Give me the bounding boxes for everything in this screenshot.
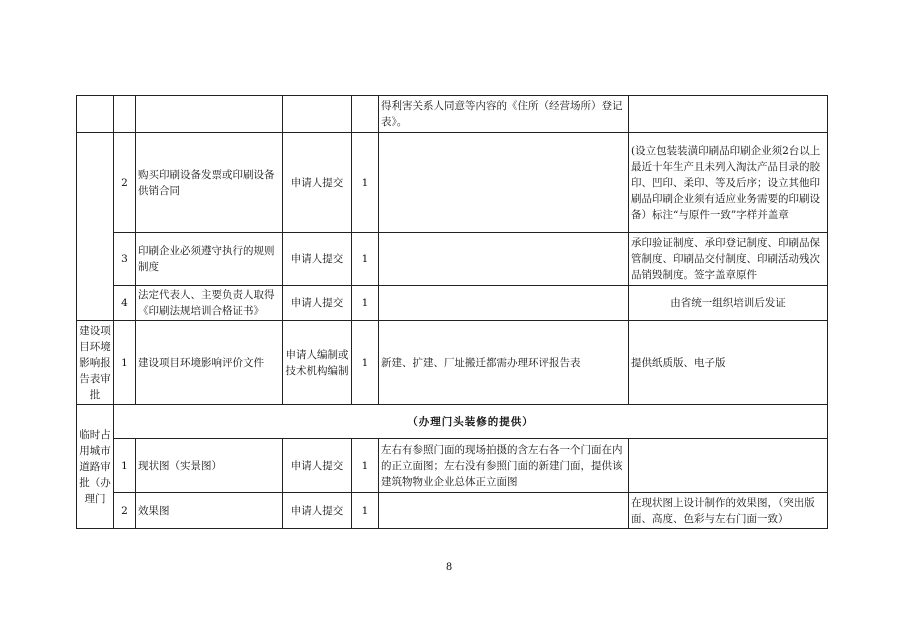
remark: (设立包装装潢印刷品印刷企业须2台以上最近十年生产且未列入淘汰产品目录的胶印、凹印、柔印、等及后序；设立其他印刷品印刷企业须有适应业务需要的印刷设备）标注“与原件一致”字样并盖章 — [629, 133, 828, 233]
note — [379, 286, 629, 321]
table-row — [77, 233, 828, 286]
material-name: 效果图 — [136, 493, 283, 529]
item-number: 1 — [114, 439, 136, 493]
submitter — [283, 96, 352, 133]
remark: 在现状图上设计制作的效果图，（突出版面、高度、色彩与左右门面一致） — [629, 493, 828, 529]
item-number: 3 — [114, 233, 136, 286]
note: 得利害关系人同意等内容的《住所（经营场所）登记表》。 — [379, 96, 629, 133]
submitter: 申请人提交 — [283, 439, 352, 493]
quantity: 1 — [352, 493, 379, 529]
category-cell — [77, 133, 114, 321]
document-table — [76, 95, 828, 529]
submitter: 申请人提交 — [283, 286, 352, 321]
table-row — [77, 493, 828, 529]
quantity: 1 — [352, 133, 379, 233]
note — [379, 133, 629, 233]
submitter: 申请人提交 — [283, 493, 352, 529]
item-number: 1 — [114, 321, 136, 405]
item-number: 2 — [114, 493, 136, 529]
quantity: 1 — [352, 233, 379, 286]
submitter: 申请人提交 — [283, 133, 352, 233]
material-name: 法定代表人、主要负责人取得《印刷法规培训合格证书》 — [136, 286, 283, 321]
category-cell: 建设项目环境影响报告表审批 — [77, 321, 114, 405]
material-name: 现状图（实景图） — [136, 439, 283, 493]
quantity: 1 — [352, 439, 379, 493]
item-number — [114, 96, 136, 133]
note: 新建、扩建、厂址搬迁都需办理环评报告表 — [379, 321, 629, 405]
note — [379, 493, 629, 529]
quantity: 1 — [352, 321, 379, 405]
submitter: 申请人提交 — [283, 233, 352, 286]
note: 左右有参照门面的现场拍摄的含左右各一个门面在内的正立面图；左右没有参照门面的新建门面，提供该建筑物物业企业总体正立面图 — [379, 439, 629, 493]
remark — [629, 439, 828, 493]
material-name: 购买印刷设备发票或印刷设备供销合同 — [136, 133, 283, 233]
item-number: 2 — [114, 133, 136, 233]
table-row — [77, 133, 828, 233]
page-number: 8 — [445, 562, 453, 573]
remark: 承印验证制度、承印登记制度、印刷品保管制度、印刷品交付制度、印刷活动残次品销毁制度。签字盖章原件 — [629, 233, 828, 286]
table-row — [77, 286, 828, 321]
quantity — [352, 96, 379, 133]
remark: 由省统一组织培训后发证 — [629, 286, 828, 321]
table-row — [77, 405, 828, 439]
category-cell — [77, 96, 114, 133]
item-number: 4 — [114, 286, 136, 321]
material-name — [136, 96, 283, 133]
quantity: 1 — [352, 286, 379, 321]
material-name: 建设项目环境影响评价文件 — [136, 321, 283, 405]
note — [379, 233, 629, 286]
material-name: 印刷企业必须遵守执行的规则制度 — [136, 233, 283, 286]
section-heading: （办理门头装修的提供） — [114, 405, 828, 439]
category-cell: 临时占用城市道路审批（办理门 — [77, 405, 114, 529]
table-row — [77, 439, 828, 493]
table-row — [77, 96, 828, 133]
remark — [629, 96, 828, 133]
remark: 提供纸质版、电子版 — [629, 321, 828, 405]
submitter: 申请人编制或技术机构编制 — [283, 321, 352, 405]
table-row — [77, 321, 828, 405]
